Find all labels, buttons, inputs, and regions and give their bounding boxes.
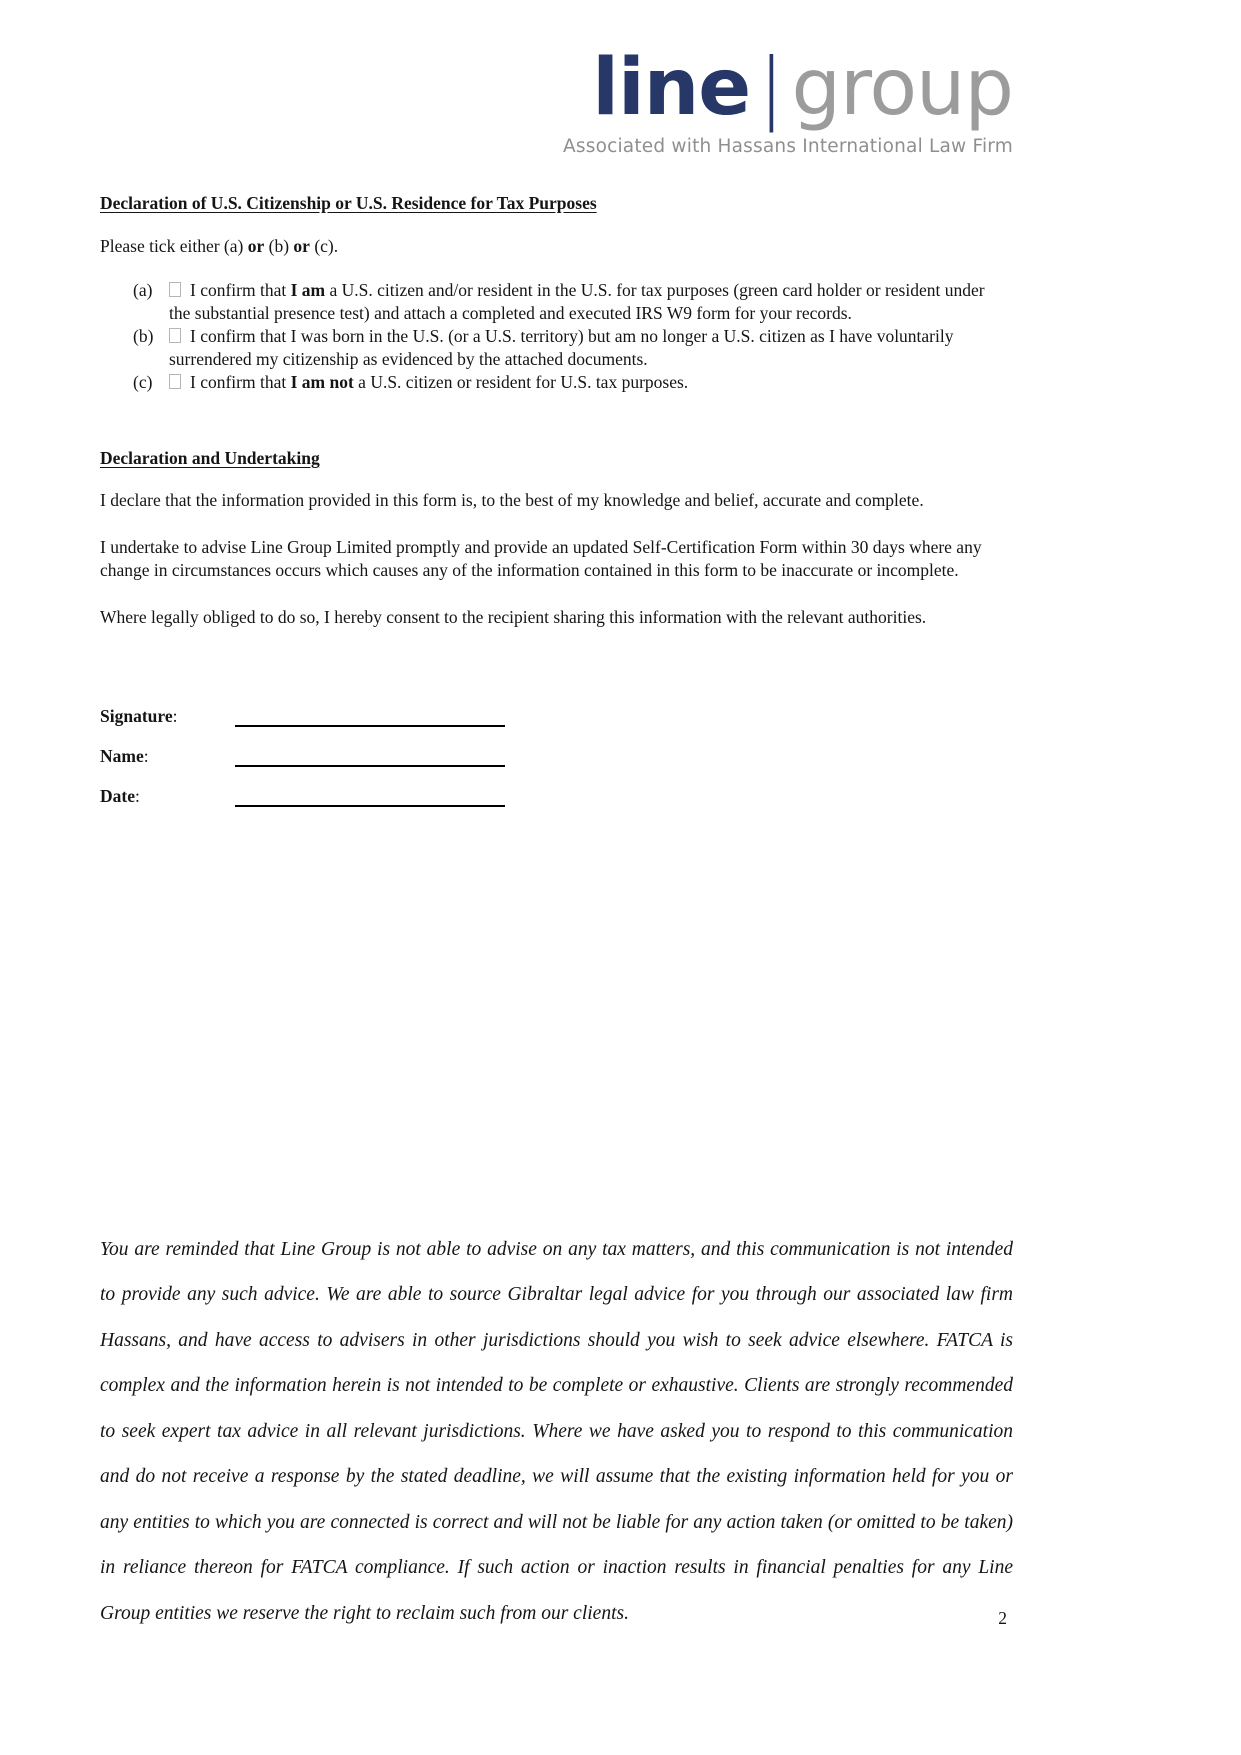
option-b-text [169,325,1003,371]
date-label: Date: [100,785,140,806]
option-c-label: (c) [133,371,153,392]
signature-label: Signature: [100,705,178,726]
text-segment-bold: I am [290,279,326,300]
name-line[interactable] [235,746,505,767]
signature-row [100,703,1013,727]
text-segment-bold: or [247,235,265,256]
option-c-text [169,371,1003,394]
section-title-citizenship-declaration: Declaration of U.S. Citizenship or U.S. Residence for Tax Purposes [100,192,597,213]
logo-word-group: group [791,43,1013,133]
option-a-text [169,279,1003,325]
colon: : [134,785,140,806]
logo-separator-bar: | [758,43,784,133]
text-segment: (c). [309,235,339,256]
text-segment-bold: I am not [290,371,354,392]
text-segment: I confirm that [190,279,291,300]
checkbox-option-a-icon[interactable] [169,282,181,297]
text-segment: I confirm that [190,371,291,392]
checkbox-option-b-icon[interactable] [169,328,181,343]
option-b-label: (b) [133,325,154,346]
text-segment: a U.S. citizen and/or resident in the U.S. for tax purposes (green card holder or resident under the substantial presence test) and attach a completed and executed IRS W9 form for your records. [169,279,985,323]
text-segment: I confirm that I was born in the U.S. (or a U.S. territory) but am no longer a U.S. citizen as I have voluntarily surrendered my citizenship as evidenced by the attached documents. [169,325,954,369]
undertaking-paragraph-1: I declare that the information provided in this form is, to the best of my knowledge and belief, accurate and complete. [100,489,924,510]
text-segment: (b) [264,235,294,256]
option-c-row [133,371,1003,394]
option-a-row [133,279,1003,325]
text-segment: a U.S. citizen or resident for U.S. tax purposes. [353,371,689,392]
tick-instruction [100,235,1013,258]
signature-block [100,703,1013,807]
text-segment: Please tick either (a) [100,235,248,256]
signature-line[interactable] [235,706,505,727]
fatca-disclaimer: You are reminded that Line Group is not able to advise on any tax matters, and this communication is not intended to provide any such advice. We are able to source Gibraltar legal advice for you through our associated law firm Hassans, and have access to advisers in other jurisdictions should you wish to seek advice elsewhere. FATCA is complex and the information herein is not intended to be complete or exhaustive. Clients are strongly recommended to seek expert tax advice in all relevant jurisdictions. Where we have asked you to respond to this communication and do not receive a response by the stated deadline, we will assume that the existing information held for you or any entities to which you are connected is correct and will not be liable for any action taken (or omitted to be taken) in reliance thereon for FATCA compliance. If such action or inaction results in financial penalties for any Line Group entities we reserve the right to reclaim such from our clients. [100,1238,1013,1624]
undertaking-paragraph-3: Where legally obliged to do so, I hereby consent to the recipient sharing this information with the relevant authorities. [100,606,927,627]
header [100,0,1013,157]
page-number: 2 [998,1608,1007,1628]
colon: : [172,705,178,726]
date-line[interactable] [235,786,505,807]
section-title-declaration-undertaking: Declaration and Undertaking [100,447,320,468]
name-label: Name: [100,745,149,766]
logo-word-line: line [592,43,751,133]
date-row [100,783,1013,807]
undertaking-paragraph-2: I undertake to advise Line Group Limited promptly and provide an updated Self-Certification Form within 30 days where any change in circumstances occurs which causes any of the information contained in this form to be inaccurate or incomplete. [100,536,982,580]
checkbox-option-c-icon[interactable] [169,374,181,389]
option-a-label: (a) [133,279,153,300]
line-group-logo [592,43,1013,133]
colon: : [143,745,149,766]
page-content [100,0,1013,1636]
name-row [100,743,1013,767]
text-segment-bold: or [293,235,310,256]
option-b-row [133,325,1003,371]
logo-tagline: Associated with Hassans International Law Firm [563,135,1013,157]
declaration-options-list [100,279,1013,394]
